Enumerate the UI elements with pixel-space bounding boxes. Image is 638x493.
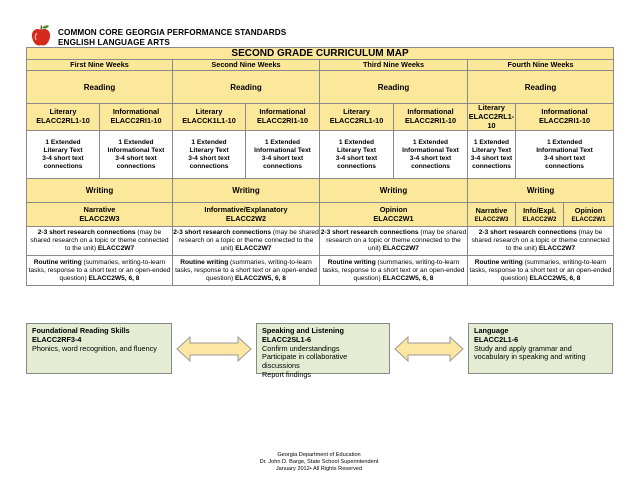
research-text: (may be shared research on a topic or theme connected to the unit): [178, 229, 319, 253]
quarter-1-writing: Writing: [27, 179, 173, 203]
literary-extended-cell: [320, 131, 394, 179]
literary-extended-cell: [27, 131, 100, 179]
reading-informational-cell: [246, 104, 320, 131]
writing-type: Info/Expl.: [523, 205, 556, 215]
ext-line: 3-4 short text: [470, 154, 513, 162]
footer: [0, 452, 638, 472]
routine-writing-cell: [468, 256, 614, 286]
ext-line: 1 Extended: [191, 138, 227, 146]
ext-line: 3-4 short text: [261, 154, 304, 162]
speaking-title: Speaking and Listening: [262, 326, 344, 335]
ext-line: connections: [43, 162, 83, 170]
ext-line: 3-4 short text: [335, 154, 378, 162]
routine-code: ELACC2W5, 6, 8: [88, 274, 140, 282]
ext-line: 3-4 short text: [409, 154, 452, 162]
research-label: 2-3 short research connections: [37, 229, 136, 237]
map-title: SECOND GRADE CURRICULUM MAP: [27, 48, 614, 60]
routine-writing-cell: [27, 256, 173, 286]
ext-line: 1 Extended: [338, 138, 375, 146]
informational-extended-cell: [246, 131, 320, 179]
routine-text: (summaries, writing-to-learn tasks, response to a short text or an open-ended question): [175, 258, 317, 282]
literary-title: Literary: [195, 107, 223, 117]
language-title: Language: [474, 326, 509, 335]
footer-line1: Georgia Department of Education: [277, 452, 361, 458]
research-label: 2-3 short research connections: [320, 229, 419, 237]
ext-line: connections: [411, 162, 450, 170]
writing-code: ELACC2W2: [522, 215, 557, 223]
literary-code: ELACCK1L1-10: [182, 116, 236, 126]
routine-writing-cell: [320, 256, 468, 286]
ext-line: Literary Text: [189, 146, 229, 154]
quarter-1-reading: Reading: [27, 71, 173, 104]
literary-title: Literary: [343, 107, 370, 117]
footer-line2: Dr. John D. Barge, State School Superintendent: [259, 458, 379, 465]
double-arrow-icon: [394, 335, 464, 363]
writing-type: Narrative: [83, 205, 116, 215]
writing-type-cell: [564, 203, 614, 227]
foundational-line: Phonics, word recognition, and fluency: [32, 343, 157, 353]
ext-line: Informational Text: [536, 146, 593, 154]
ext-line: connections: [472, 162, 511, 170]
informational-title: Informational: [407, 107, 454, 117]
language-box: [468, 323, 613, 374]
informational-code: ELACC2RI1-10: [404, 116, 457, 126]
literary-extended-cell: [173, 131, 246, 179]
routine-writing-cell: [173, 256, 320, 286]
ext-line: 1 Extended: [118, 138, 154, 146]
language-line: Study and apply grammar and: [474, 343, 572, 353]
routine-code: ELACC2W5, 6, 8: [382, 274, 434, 282]
ext-line: Informational Text: [107, 146, 165, 154]
writing-code: ELACC2W1: [373, 213, 414, 223]
writing-type-cell: [320, 203, 468, 227]
speaking-line: Confirm understandings: [262, 343, 340, 353]
informational-extended-cell: [100, 131, 173, 179]
literary-title: Literary: [478, 103, 505, 112]
informational-code: ELACC2RI1-10: [538, 116, 591, 126]
research-code: ELACC2W7: [382, 245, 419, 253]
writing-code: ELACC2W1: [571, 215, 606, 223]
routine-label: Routine writing: [33, 258, 82, 266]
speaking-code: ELACC2SL1-6: [262, 334, 312, 344]
header-line2: ENGLISH LANGUAGE ARTS: [58, 38, 170, 47]
ext-line: Literary Text: [471, 146, 512, 154]
research-code: ELACC2W7: [538, 245, 576, 253]
ext-line: Literary Text: [336, 146, 377, 154]
literary-code: ELACC2RL1-10: [36, 116, 90, 126]
ext-line: 1 Extended: [412, 138, 449, 146]
reading-informational-cell: [394, 104, 468, 131]
curriculum-map-table: [26, 47, 614, 286]
research-text: (may be shared research on a topic or theme connected to the unit): [471, 229, 610, 253]
writing-type: Informative/Explanatory: [204, 205, 288, 215]
informational-title: Informational: [112, 107, 160, 117]
literary-extended-cell: [468, 131, 516, 179]
reading-informational-cell: [100, 104, 173, 131]
writing-code: ELACC2W3: [79, 213, 120, 223]
writing-type-cell: [516, 203, 564, 227]
reading-literary-cell: [173, 104, 246, 131]
quarter-2-writing: Writing: [173, 179, 320, 203]
quarter-2-reading: Reading: [173, 71, 320, 104]
ext-line: 1 Extended: [473, 138, 510, 146]
speaking-listening-box: [256, 323, 390, 379]
foundational-code: ELACC2RF3-4: [32, 334, 82, 344]
foundational-title: Foundational Reading Skills: [32, 326, 130, 335]
ext-line: 1 Extended: [264, 138, 301, 146]
routine-code: ELACC2W5, 6, 8: [235, 274, 286, 282]
quarter-2-name: Second Nine Weeks: [173, 60, 320, 71]
quarter-1-name: First Nine Weeks: [27, 60, 173, 71]
routine-label: Routine writing: [327, 258, 376, 266]
footer-line3: January 2012• All Rights Reserved: [275, 465, 363, 472]
ext-line: 1 Extended: [546, 138, 583, 146]
quarter-4-writing: Writing: [468, 179, 614, 203]
reading-literary-cell: [27, 104, 100, 131]
research-text: (may be shared research on a topic or theme connected to the unit): [30, 229, 169, 253]
research-cell: [27, 227, 173, 256]
research-cell: [173, 227, 320, 256]
reading-informational-cell: [516, 104, 614, 131]
ext-line: 1 Extended: [45, 138, 81, 146]
speaking-line: Report findings: [262, 369, 312, 379]
ext-line: connections: [337, 162, 376, 170]
routine-label: Routine writing: [474, 258, 523, 266]
writing-type: Opinion: [379, 205, 408, 215]
research-label: 2-3 short research connections: [173, 229, 272, 237]
writing-code: ELACC2W2: [225, 213, 267, 223]
writing-type-cell: [173, 203, 320, 227]
reading-literary-cell: [320, 104, 394, 131]
header-line1: COMMON CORE GEORGIA PERFORMANCE STANDARDS: [58, 28, 287, 37]
literary-title: Literary: [49, 107, 77, 117]
research-cell: [320, 227, 468, 256]
language-code: ELACC2L1-6: [474, 334, 519, 344]
writing-type-cell: [27, 203, 173, 227]
foundational-reading-box: [26, 323, 172, 374]
research-cell: [468, 227, 614, 256]
double-arrow-icon: [176, 335, 252, 363]
quarter-4-name: Fourth Nine Weeks: [468, 60, 614, 71]
ext-line: 3-4 short text: [188, 154, 230, 162]
ext-line: Informational Text: [402, 146, 459, 154]
ext-line: connections: [545, 162, 584, 170]
routine-text: (summaries, writing-to-learn tasks, response to a short text or an open-ended question): [469, 258, 612, 282]
ext-line: 3-4 short text: [543, 154, 586, 162]
ext-line: connections: [263, 162, 302, 170]
writing-type-cell: [468, 203, 516, 227]
informational-code: ELACC2RI1-10: [256, 116, 309, 126]
informational-code: ELACC2RI1-10: [110, 116, 162, 126]
ext-line: Literary Text: [43, 146, 83, 154]
research-code: ELACC2W7: [235, 245, 272, 253]
informational-extended-cell: [516, 131, 614, 179]
ext-line: connections: [189, 162, 229, 170]
apple-logo: [30, 24, 52, 48]
ext-line: 3-4 short text: [42, 154, 84, 162]
literary-code: ELACC2RL1-10: [468, 111, 515, 130]
research-text: (may be shared research on a topic or theme connected to the unit): [326, 229, 467, 253]
routine-text: (summaries, writing-to-learn tasks, response to a short text or an open-ended question): [28, 258, 171, 282]
speaking-line: Participate in collaborative discussions: [262, 352, 348, 371]
routine-text: (summaries, writing-to-learn tasks, response to a short text or an open-ended question): [322, 258, 465, 282]
language-line: vocabulary in speaking and writing: [474, 352, 586, 362]
quarter-3-name: Third Nine Weeks: [320, 60, 468, 71]
ext-line: connections: [116, 162, 156, 170]
research-code: ELACC2W7: [97, 245, 135, 253]
quarter-3-writing: Writing: [320, 179, 468, 203]
routine-code: ELACC2W5, 6, 8: [529, 274, 581, 282]
ext-line: Informational Text: [254, 146, 311, 154]
writing-type: Narrative: [475, 205, 508, 215]
reading-literary-cell: [468, 104, 516, 131]
literary-code: ELACC2RL1-10: [329, 116, 384, 126]
informational-title: Informational: [541, 107, 588, 117]
informational-title: Informational: [259, 107, 306, 117]
routine-label: Routine writing: [180, 258, 229, 266]
quarter-4-reading: Reading: [468, 71, 614, 104]
informational-extended-cell: [394, 131, 468, 179]
writing-code: ELACC2W3: [474, 215, 509, 223]
research-label: 2-3 short research connections: [478, 229, 577, 237]
ext-line: 3-4 short text: [115, 154, 157, 162]
writing-type: Opinion: [574, 205, 603, 215]
quarter-3-reading: Reading: [320, 71, 468, 104]
